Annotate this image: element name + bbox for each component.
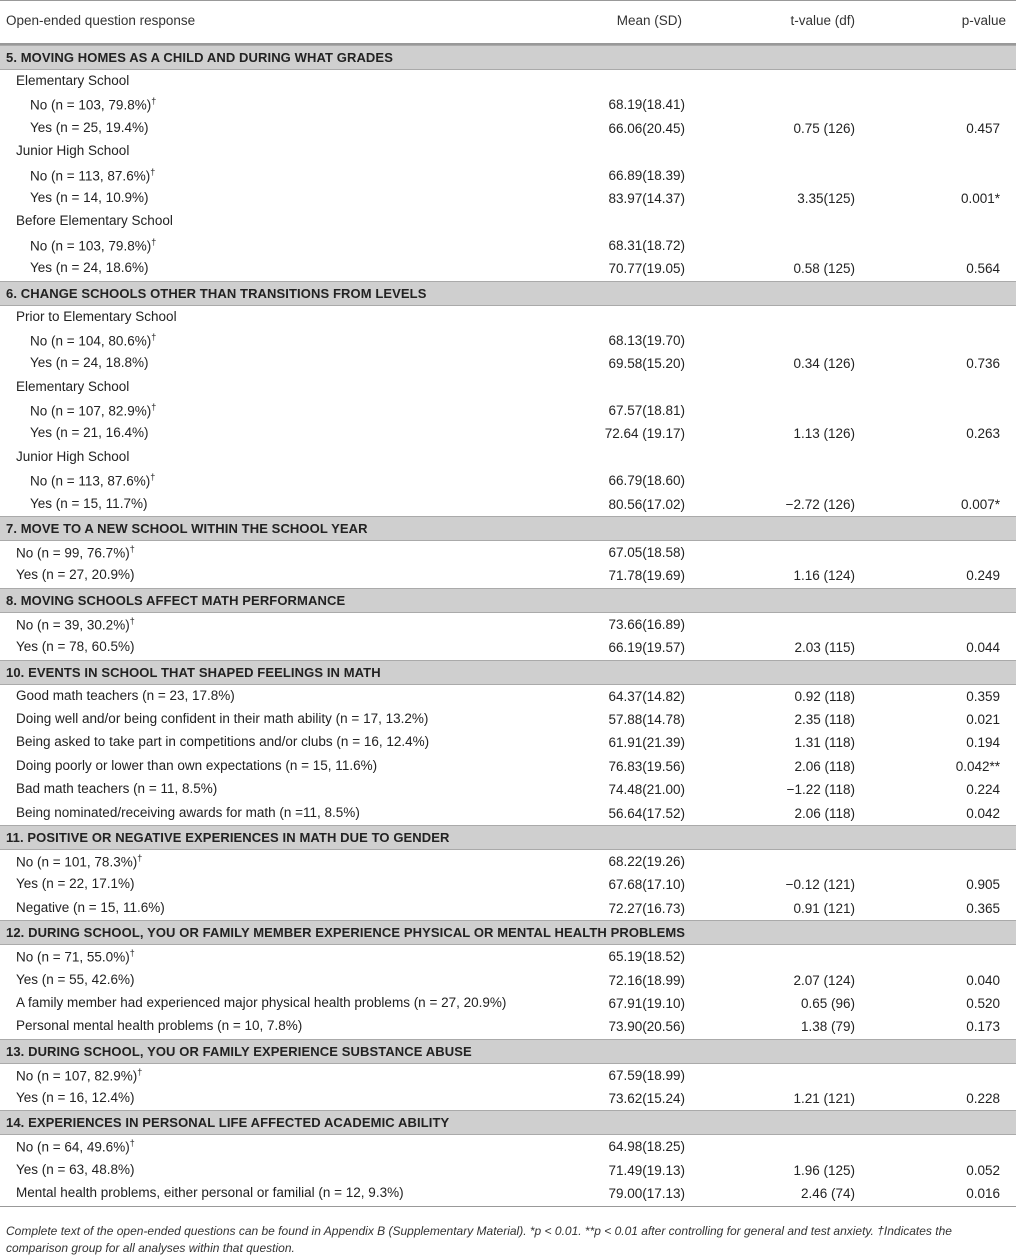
row-label-text: Yes (n = 22, 17.1%) (16, 876, 135, 892)
cell-mean: 67.59(18.99) (608, 1067, 685, 1083)
table-body (0, 45, 1016, 1206)
header-col-pvalue: p-value (961, 13, 1006, 28)
section-header (0, 588, 1016, 613)
dagger-mark: † (150, 472, 156, 483)
row-label-text: Yes (n = 24, 18.6%) (30, 260, 149, 276)
row-label (16, 734, 429, 749)
cell-mean: 56.64(17.52) (608, 805, 685, 821)
cell-mean: 66.79(18.60) (608, 473, 685, 489)
cell-tvalue: 0.91 (121) (793, 900, 855, 916)
table-row (0, 1015, 1016, 1038)
table-row (0, 613, 1016, 636)
row-label (16, 781, 217, 796)
cell-mean: 68.19(18.41) (608, 97, 685, 113)
row-label-text: Bad math teachers (n = 11, 8.5%) (16, 781, 218, 797)
section-header (0, 660, 1016, 685)
section-header (0, 1110, 1016, 1135)
dagger-mark: † (151, 402, 157, 413)
cell-pvalue: 0.016 (966, 1186, 1000, 1202)
section-title: 5. MOVING HOMES AS A CHILD AND DURING WHAT GRADES (6, 50, 393, 65)
section-title: 11. POSITIVE OR NEGATIVE EXPERIENCES IN MATH DUE TO GENDER (6, 829, 450, 845)
cell-mean: 66.06(20.45) (608, 120, 685, 136)
row-label (16, 805, 360, 820)
row-subheading (0, 210, 1016, 233)
row-subheading (0, 70, 1016, 93)
row-label-text: No (n = 107, 82.9%) (30, 403, 152, 419)
header-col-response: Open-ended question response (6, 13, 196, 28)
table-row (0, 329, 1016, 352)
row-label (16, 1185, 404, 1200)
cell-pvalue: 0.173 (966, 1019, 1000, 1035)
cell-mean: 83.97(14.37) (608, 190, 685, 206)
cell-mean: 67.91(19.10) (608, 995, 685, 1011)
row-label (16, 449, 129, 464)
row-label-text: Yes (n = 16, 12.4%) (16, 1090, 135, 1106)
cell-pvalue: 0.564 (966, 261, 1000, 277)
table-row (0, 352, 1016, 375)
row-label (30, 472, 155, 489)
cell-tvalue: 0.65 (96) (800, 995, 855, 1011)
row-label-text: No (n = 107, 82.9%) (16, 1068, 138, 1084)
row-label (30, 260, 148, 275)
cell-pvalue: 0.520 (966, 995, 1000, 1011)
cell-tvalue: 0.75 (126) (793, 120, 855, 136)
row-label-text: Mental health problems, either personal or familial (n = 12, 9.3%) (16, 1185, 404, 1201)
row-label-text: Being asked to take part in competitions and/or clubs (n = 16, 12.4%) (16, 734, 430, 750)
row-label-text: Prior to Elementary School (16, 308, 177, 324)
cell-tvalue: 2.07 (124) (793, 972, 855, 988)
row-label-text: Good math teachers (n = 23, 17.8%) (16, 687, 235, 703)
row-label-text: Being nominated/receiving awards for math (n =11, 8.5%) (16, 804, 360, 820)
section-header (0, 1039, 1016, 1064)
cell-mean: 67.68(17.10) (608, 877, 685, 893)
header-col-tvalue: t-value (df) (790, 13, 855, 28)
row-label-text: No (n = 104, 80.6%) (30, 333, 152, 349)
row-label (30, 425, 148, 440)
dagger-mark: † (151, 96, 157, 107)
row-label-text: No (n = 103, 79.8%) (30, 238, 152, 254)
dagger-mark: † (151, 331, 157, 342)
dagger-mark: † (137, 1066, 143, 1077)
dagger-mark: † (151, 236, 157, 247)
cell-mean: 71.78(19.69) (608, 568, 685, 584)
cell-tvalue: 2.46 (74) (800, 1186, 855, 1202)
cell-mean: 76.83(19.56) (608, 758, 685, 774)
cell-mean: 66.19(19.57) (608, 640, 685, 656)
row-label (16, 213, 173, 228)
section-title: 13. DURING SCHOOL, YOU OR FAMILY EXPERIENCE SUBSTANCE ABUSE (6, 1043, 472, 1059)
cell-mean: 66.89(18.39) (608, 167, 685, 183)
dagger-mark: † (137, 852, 143, 863)
row-label (16, 948, 135, 965)
cell-mean: 65.19(18.52) (608, 949, 685, 965)
cell-mean: 69.58(15.20) (608, 356, 685, 372)
table-bottom-rule (0, 1206, 1016, 1207)
row-label-text: No (n = 101, 78.3%) (16, 854, 138, 870)
dagger-mark: † (129, 544, 135, 555)
cell-pvalue: 0.052 (966, 1162, 1000, 1178)
row-label-text: Negative (n = 15, 11.6%) (16, 899, 165, 915)
row-label (16, 616, 135, 633)
table-footnote: Complete text of the open-ended questions can be found in Appendix B (Supplementary Material). *p < 0.01. **p < 0.01 after controlling for general and test anxiety. †Indicates the comparison group for all analyses within that question. (6, 1223, 952, 1255)
table-row (0, 93, 1016, 116)
cell-mean: 64.37(14.82) (608, 688, 685, 704)
cell-pvalue: 0.042 (966, 805, 1000, 821)
row-label-text: Yes (n = 55, 42.6%) (16, 971, 135, 987)
row-subheading (0, 376, 1016, 399)
row-label-text: Yes (n = 78, 60.5%) (16, 639, 135, 655)
section-title: 6. CHANGE SCHOOLS OTHER THAN TRANSITIONS FROM LEVELS (6, 285, 427, 301)
row-label (16, 639, 134, 654)
table-row (0, 850, 1016, 873)
row-label (30, 332, 156, 349)
cell-pvalue: 0.359 (966, 688, 1000, 704)
row-label (16, 1162, 134, 1177)
row-label (30, 96, 156, 113)
cell-pvalue: 0.228 (966, 1091, 1000, 1107)
row-label-text: Yes (n = 24, 18.8%) (30, 355, 149, 371)
table-row (0, 755, 1016, 778)
table-row (0, 731, 1016, 754)
row-label-text: Personal mental health problems (n = 10, 7.8%) (16, 1018, 303, 1034)
row-label (16, 758, 377, 773)
row-label (30, 237, 156, 254)
table-row (0, 802, 1016, 825)
cell-mean: 64.98(18.25) (608, 1139, 685, 1155)
row-label (16, 876, 134, 891)
row-subheading (0, 140, 1016, 163)
cell-mean: 61.91(21.39) (608, 735, 685, 751)
cell-pvalue: 0.263 (966, 426, 1000, 442)
cell-pvalue: 0.224 (966, 782, 1000, 798)
section-title: 7. MOVE TO A NEW SCHOOL WITHIN THE SCHOOL YEAR (6, 521, 368, 537)
cell-mean: 79.00(17.13) (608, 1186, 685, 1202)
row-subheading (0, 306, 1016, 329)
cell-pvalue: 0.905 (966, 877, 1000, 893)
cell-mean: 67.57(18.81) (608, 403, 685, 419)
table-row (0, 708, 1016, 731)
row-label (30, 496, 147, 511)
cell-pvalue: 0.365 (966, 900, 1000, 916)
cell-mean: 67.05(18.58) (608, 545, 685, 561)
row-label (30, 355, 148, 370)
cell-tvalue: 1.13 (126) (793, 426, 855, 442)
row-label-text: Yes (n = 15, 11.7%) (30, 495, 148, 511)
table-header (0, 0, 1016, 45)
cell-tvalue: 1.21 (121) (793, 1091, 855, 1107)
row-label-text: No (n = 113, 87.6%) (30, 473, 151, 489)
row-label-text: Yes (n = 25, 19.4%) (30, 119, 149, 135)
row-label-text: Before Elementary School (16, 213, 173, 229)
row-label (16, 853, 142, 870)
cell-tvalue: 2.03 (115) (794, 640, 855, 656)
cell-tvalue: 1.38 (79) (800, 1019, 855, 1035)
section-header (0, 920, 1016, 945)
row-label-text: No (n = 99, 76.7%) (16, 545, 130, 561)
table-row (0, 992, 1016, 1015)
table-row (0, 422, 1016, 445)
cell-mean: 71.49(19.13) (608, 1162, 685, 1178)
table-row (0, 164, 1016, 187)
section-header (0, 45, 1016, 70)
row-label (16, 143, 129, 158)
table-row (0, 399, 1016, 422)
cell-pvalue: 0.021 (966, 711, 1000, 727)
cell-pvalue: 0.044 (966, 640, 1000, 656)
row-label (16, 688, 235, 703)
cell-pvalue: 0.457 (966, 120, 1000, 136)
table-row (0, 541, 1016, 564)
row-label (16, 900, 165, 915)
cell-tvalue: 2.35 (118) (794, 711, 855, 727)
row-label-text: No (n = 39, 30.2%) (16, 617, 130, 633)
row-label-text: A family member had experienced major physical health problems (n = 27, 20.9%) (16, 994, 507, 1010)
table-row (0, 257, 1016, 280)
table-row (0, 1064, 1016, 1087)
row-label (16, 1067, 142, 1084)
table-row (0, 1182, 1016, 1205)
dagger-mark: † (129, 948, 135, 959)
dagger-mark: † (129, 1138, 135, 1149)
cell-mean: 73.90(20.56) (608, 1019, 685, 1035)
table-row (0, 945, 1016, 968)
row-label (16, 1138, 135, 1155)
table-row (0, 564, 1016, 587)
row-label-text: Elementary School (16, 73, 130, 88)
cell-tvalue: 1.96 (125) (793, 1162, 855, 1178)
cell-mean: 68.13(19.70) (608, 332, 685, 348)
cell-pvalue: 0.001* (960, 190, 1000, 206)
table-row (0, 969, 1016, 992)
cell-tvalue: 3.35(125) (797, 190, 855, 206)
dagger-mark: † (129, 615, 135, 626)
table-row (0, 1135, 1016, 1158)
row-label-text: Yes (n = 63, 48.8%) (16, 1161, 135, 1177)
section-title: 10. EVENTS IN SCHOOL THAT SHAPED FEELINGS IN MATH (6, 664, 381, 680)
row-label-text: No (n = 71, 55.0%) (16, 949, 130, 965)
cell-tvalue: −0.12 (121) (785, 877, 855, 893)
table-row (0, 234, 1016, 257)
row-label-text: No (n = 113, 87.6%) (30, 168, 151, 184)
cell-tvalue: 0.34 (126) (793, 356, 855, 372)
row-label (30, 167, 155, 184)
row-label-text: Elementary School (16, 378, 130, 394)
row-label-text: Doing well and/or being confident in their math ability (n = 17, 13.2%) (16, 710, 429, 726)
table-row (0, 778, 1016, 801)
row-label (16, 995, 506, 1010)
row-label-text: Yes (n = 14, 10.9%) (30, 189, 149, 205)
row-label (30, 120, 148, 135)
cell-mean: 73.62(15.24) (608, 1091, 685, 1107)
row-label (16, 972, 134, 987)
section-title: 8. MOVING SCHOOLS AFFECT MATH PERFORMANCE (6, 592, 346, 608)
cell-pvalue: 0.249 (966, 568, 1000, 584)
cell-mean: 57.88(14.78) (608, 711, 685, 727)
cell-tvalue: 1.31 (118) (794, 735, 855, 751)
row-label (16, 73, 129, 88)
cell-pvalue: 0.194 (966, 735, 1000, 751)
row-label-text: Yes (n = 21, 16.4%) (30, 425, 149, 441)
cell-pvalue: 0.736 (966, 356, 1000, 372)
row-label (16, 1090, 134, 1105)
table-row (0, 493, 1016, 516)
table-row (0, 685, 1016, 708)
cell-tvalue: −1.22 (118) (786, 782, 855, 798)
cell-tvalue: 1.16 (124) (793, 568, 855, 584)
cell-mean: 72.16(18.99) (608, 972, 685, 988)
header-col-mean: Mean (SD) (616, 13, 682, 28)
cell-tvalue: −2.72 (126) (785, 496, 855, 512)
cell-tvalue: 0.92 (118) (794, 688, 855, 704)
cell-tvalue: 0.58 (125) (793, 261, 855, 277)
row-label (16, 1018, 302, 1033)
section-header (0, 516, 1016, 541)
cell-mean: 68.31(18.72) (608, 237, 685, 253)
row-label-text: Yes (n = 27, 20.9%) (16, 567, 135, 583)
cell-tvalue: 2.06 (118) (794, 805, 855, 821)
cell-mean: 72.27(16.73) (608, 900, 685, 916)
section-header (0, 825, 1016, 850)
table-row (0, 1159, 1016, 1182)
section-title: 14. EXPERIENCES IN PERSONAL LIFE AFFECTED ACADEMIC ABILITY (6, 1115, 450, 1131)
table-row (0, 187, 1016, 210)
row-label (16, 544, 135, 561)
row-label (30, 190, 148, 205)
cell-mean: 72.64 (19.17) (604, 426, 685, 442)
table-row (0, 469, 1016, 492)
row-label (16, 309, 177, 324)
row-label (16, 567, 134, 582)
row-label-text: Junior High School (16, 448, 130, 464)
section-header (0, 281, 1016, 306)
cell-pvalue: 0.042** (955, 758, 1000, 774)
cell-mean: 80.56(17.02) (608, 496, 685, 512)
row-label (16, 379, 129, 394)
row-label-text: No (n = 64, 49.6%) (16, 1139, 130, 1155)
cell-pvalue: 0.040 (966, 972, 1000, 988)
table-row (0, 873, 1016, 896)
row-subheading (0, 446, 1016, 469)
row-label-text: Doing poorly or lower than own expectations (n = 15, 11.6%) (16, 757, 378, 773)
table-row (0, 1087, 1016, 1110)
cell-mean: 73.66(16.89) (608, 616, 685, 632)
dagger-mark: † (150, 166, 156, 177)
row-label-text: No (n = 103, 79.8%) (30, 97, 152, 113)
cell-mean: 70.77(19.05) (608, 261, 685, 277)
table-row (0, 117, 1016, 140)
cell-tvalue: 2.06 (118) (794, 758, 855, 774)
cell-mean: 74.48(21.00) (608, 782, 685, 798)
row-label-text: Junior High School (16, 143, 130, 159)
cell-mean: 68.22(19.26) (608, 853, 685, 869)
section-title: 12. DURING SCHOOL, YOU OR FAMILY MEMBER EXPERIENCE PHYSICAL OR MENTAL HEALTH PROBLEMS (6, 925, 686, 941)
table-row (0, 897, 1016, 920)
table-row (0, 636, 1016, 659)
cell-pvalue: 0.007* (960, 496, 1000, 512)
row-label (30, 402, 156, 419)
row-label (16, 711, 428, 726)
